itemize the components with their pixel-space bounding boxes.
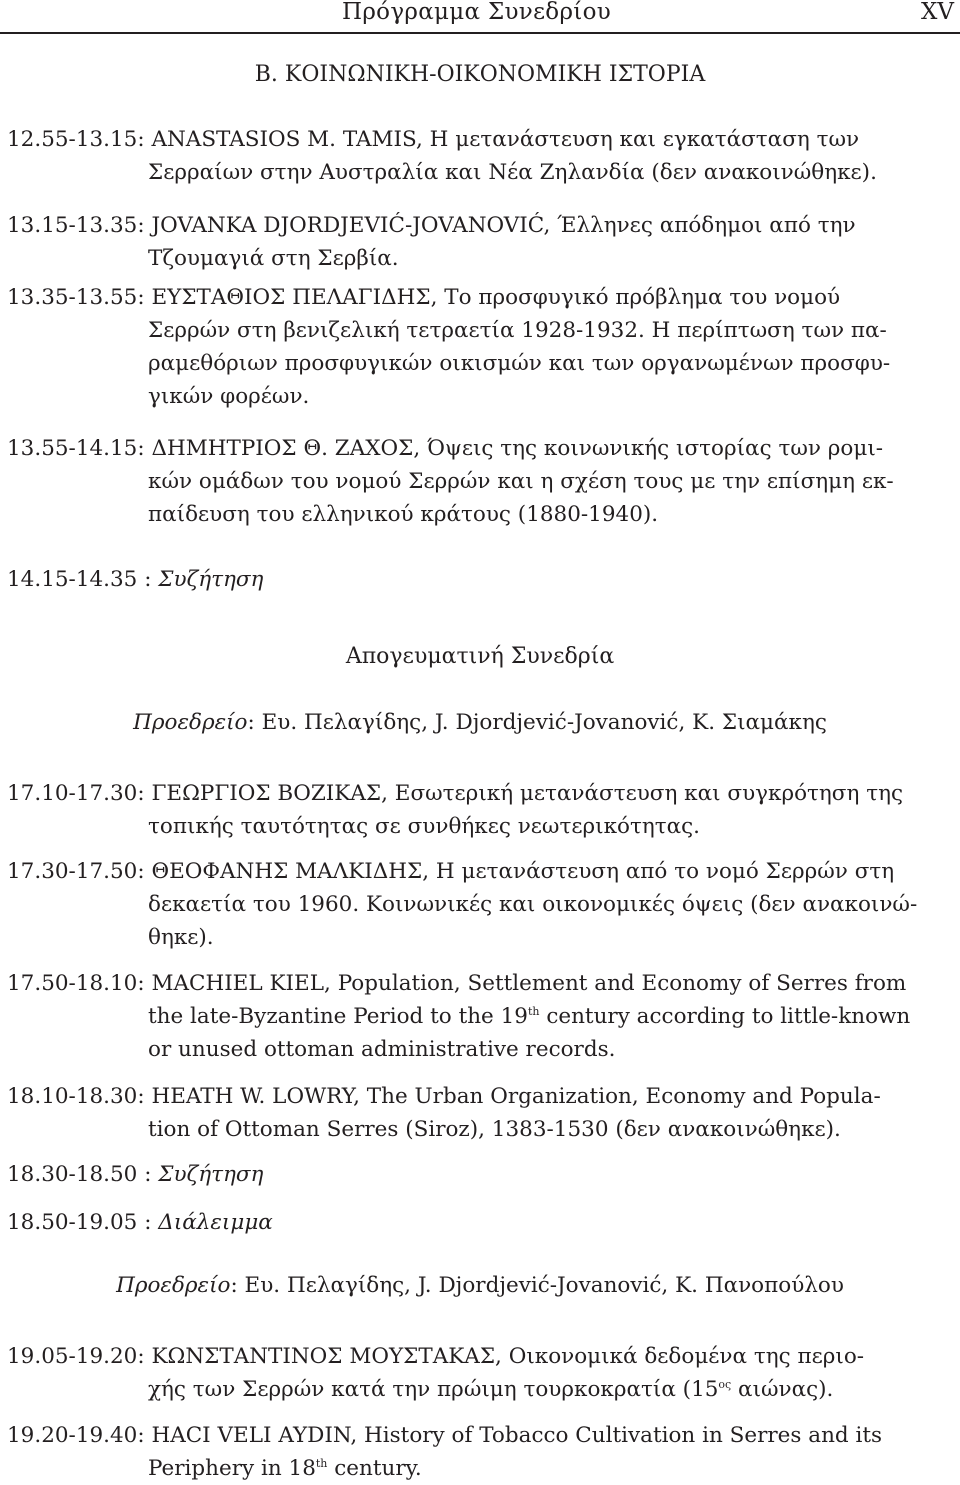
- discussion-label: Συζήτηση: [158, 1162, 264, 1187]
- entry-continuation: θηκε).: [148, 925, 214, 950]
- page-number: XV: [921, 0, 954, 25]
- chair-names: : Ευ. Πελαγίδης, J. Djordjević-Jovanović, Κ. Σιαμάκης: [247, 710, 827, 735]
- entry-title-line: MACHIEL KIEL, Population, Settlement and Economy of Serres from: [151, 971, 907, 996]
- entry-title-line: ΓΕΩΡΓΙΟΣ ΒΟΖΙΚΑΣ, Εσωτερική μετανάστευση και συγκρότηση της: [151, 781, 904, 806]
- running-head-title: Πρόγραμμα Συνεδρίου: [342, 0, 612, 25]
- discussion-entry: [7, 1158, 957, 1191]
- entry-time: 19.20-19.40:: [7, 1423, 145, 1448]
- chair-label: Προεδρείο: [116, 1273, 231, 1298]
- entry-title-line: ΘΕΟΦΑΝΗΣ ΜΑΛΚΙΔΗΣ, Η μετανάστευση από το νομό Σερρών στη: [151, 859, 895, 884]
- discussion-entry: [7, 563, 957, 596]
- entry-time: 14.15-14.35 :: [7, 567, 152, 592]
- entry-time: 13.35-13.55:: [7, 285, 145, 310]
- entry-continuation: τοπικής ταυτότητας σε συνθήκες νεωτερικότητας.: [148, 814, 701, 839]
- session-title: Απογευματινή Συνεδρία: [345, 644, 615, 669]
- superscript: ος: [718, 1377, 732, 1391]
- entry-time: 18.50-19.05 :: [7, 1210, 152, 1235]
- entry-title-line: ΚΩΝΣΤΑΝΤΙΝΟΣ ΜΟΥΣΤΑΚΑΣ, Οικονομικά δεδομένα της περιο-: [151, 1344, 865, 1369]
- program-entry: [7, 855, 957, 954]
- entry-continuation: δεκαετία του 1960. Κοινωνικές και οικονομικές όψεις (δεν ανακοινώ-: [148, 892, 918, 917]
- entry-continuation: [7, 1452, 957, 1485]
- program-entry: [7, 432, 957, 531]
- superscript: th: [315, 1456, 328, 1470]
- entry-continuation: Σερραίων στην Αυστραλία και Νέα Ζηλανδία (δεν ανακοινώθηκε).: [148, 160, 877, 185]
- entry-time: 13.55-14.15:: [7, 436, 145, 461]
- entry-title-line: ΔΗΜΗΤΡΙΟΣ Θ. ΖΑΧΟΣ, Όψεις της κοινωνικής ιστορίας των ρομι-: [151, 436, 884, 461]
- entry-text: century according to little-known: [539, 1004, 911, 1029]
- entry-continuation: γικών φορέων.: [148, 384, 310, 409]
- entry-continuation: or unused ottoman administrative records.: [148, 1037, 616, 1062]
- entry-continuation: tion of Ottoman Serres (Siroz), 1383-1530 (δεν ανακοινώθηκε).: [148, 1117, 841, 1142]
- superscript: th: [527, 1004, 540, 1018]
- program-entry: [7, 1419, 957, 1485]
- program-entry: [7, 1340, 957, 1406]
- entry-title-line: ANASTASIOS M. TAMIS, Η μετανάστευση και εγκατάσταση των: [151, 127, 860, 152]
- break-entry: [7, 1206, 957, 1239]
- chair-label: Προεδρείο: [133, 710, 248, 735]
- chair-line: [0, 1273, 960, 1298]
- entry-continuation: ραμεθόριων προσφυγικών οικισμών και των οργανωμένων προσφυ-: [148, 351, 891, 376]
- entry-time: 18.10-18.30:: [7, 1084, 145, 1109]
- entry-title-line: ΕΥΣΤΑΘΙΟΣ ΠΕΛΑΓΙΔΗΣ, Το προσφυγικό πρόβλημα του νομού: [151, 285, 841, 310]
- entry-continuation: [7, 1000, 957, 1033]
- discussion-label: Συζήτηση: [158, 567, 264, 592]
- program-entry: [7, 967, 957, 1066]
- entry-text: the late-Byzantine Period to the 19: [148, 1004, 528, 1029]
- program-entry: [7, 123, 957, 189]
- entry-title-line: HEATH W. LOWRY, The Urban Organization, Economy and Popula-: [151, 1084, 881, 1109]
- entry-continuation: κών ομάδων του νομού Σερρών και η σχέση τους με την επίσημη εκ-: [148, 469, 894, 494]
- entry-text: Periphery in 18: [148, 1456, 316, 1481]
- entry-time: 12.55-13.15:: [7, 127, 145, 152]
- entry-title-line: HACI VELI AYDIN, History of Tobacco Cultivation in Serres and its: [151, 1423, 883, 1448]
- chair-line: [0, 710, 960, 735]
- program-entry: [7, 209, 957, 275]
- entry-time: 13.15-13.35:: [7, 213, 145, 238]
- section-title: B. ΚΟΙΝΩΝΙΚΗ-ΟΙΚΟΝΟΜΙΚΗ ΙΣΤΟΡΙΑ: [254, 62, 706, 87]
- entry-text: αιώνας).: [731, 1377, 834, 1402]
- program-entry: [7, 1080, 957, 1146]
- break-label: Διάλειμμα: [158, 1210, 273, 1235]
- program-entry: [7, 777, 957, 843]
- running-head: [0, 0, 960, 34]
- entry-continuation: Σερρών στη βενιζελική τετραετία 1928-1932. Η περίπτωση των πα-: [148, 318, 887, 343]
- entry-time: 17.30-17.50:: [7, 859, 145, 884]
- entry-time: 17.10-17.30:: [7, 781, 145, 806]
- entry-text: century.: [327, 1456, 422, 1481]
- entry-text: χής των Σερρών κατά την πρώιμη τουρκοκρατία (15: [148, 1377, 719, 1402]
- entry-continuation: [7, 1373, 957, 1406]
- entry-title-line: JOVANKA DJORDJEVIĆ-JOVANOVIĆ, Έλληνες απόδημοι από την: [151, 213, 856, 238]
- entry-continuation: παίδευση του ελληνικού κράτους (1880-1940).: [148, 502, 659, 527]
- entry-time: 18.30-18.50 :: [7, 1162, 152, 1187]
- entry-time: 17.50-18.10:: [7, 971, 145, 996]
- chair-names: : Ευ. Πελαγίδης, J. Djordjević-Jovanović, Κ. Πανοπούλου: [230, 1273, 844, 1298]
- entry-time: 19.05-19.20:: [7, 1344, 145, 1369]
- program-entry: [7, 281, 957, 413]
- entry-continuation: Τζουμαγιά στη Σερβία.: [148, 246, 399, 271]
